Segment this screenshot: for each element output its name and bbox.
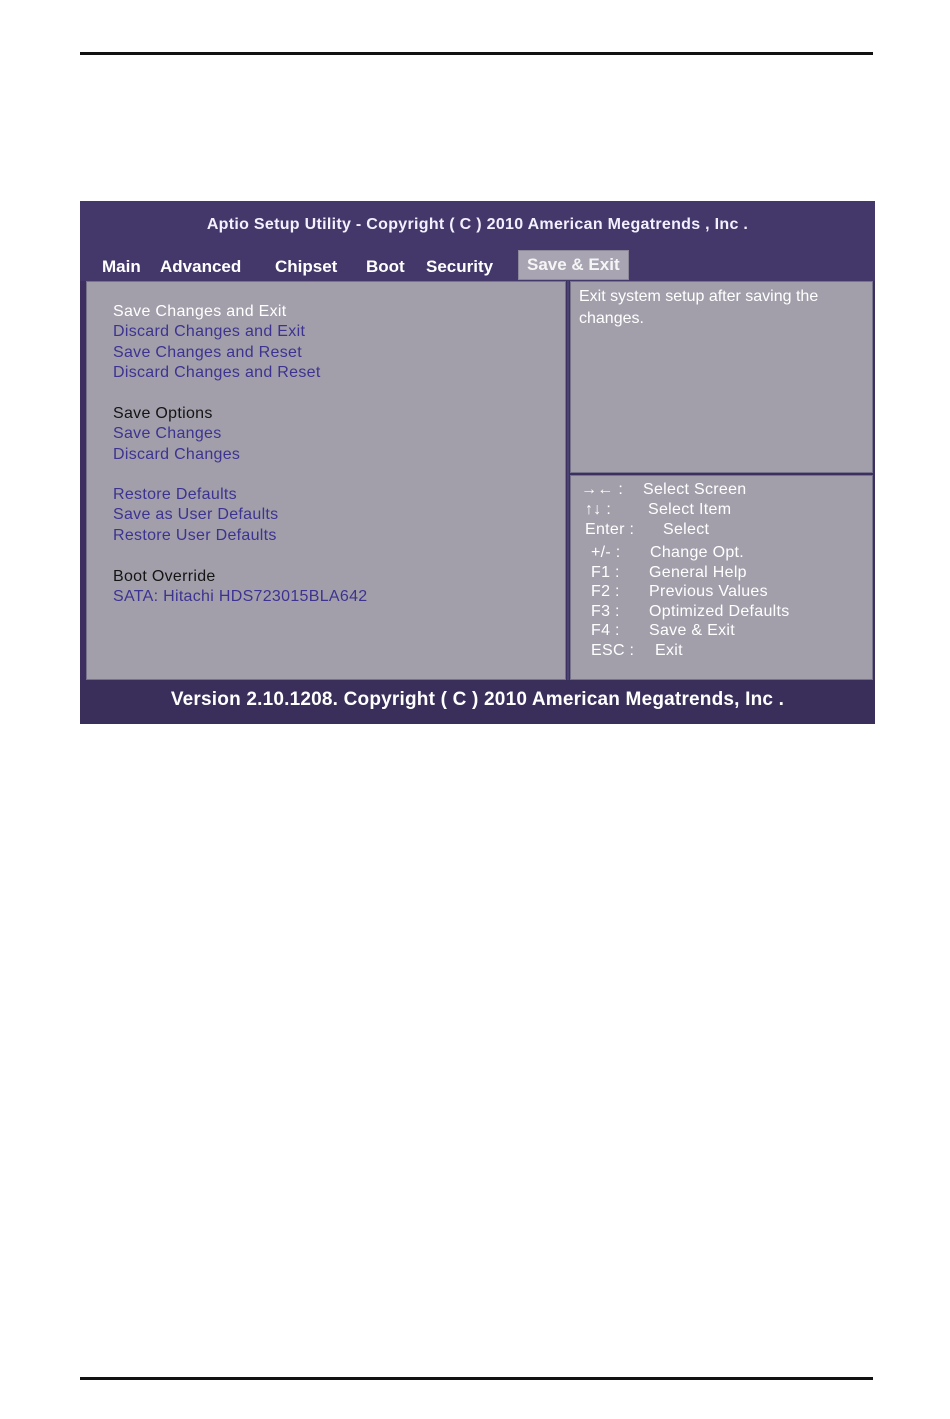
bios-footer [80,680,875,724]
discard-changes-item[interactable]: Discard Changes [113,446,241,463]
tab-security[interactable]: Security [426,257,494,276]
page-bottom-rule [80,1377,873,1380]
help-panel [570,281,873,473]
arrows-up-down-icon: ↑↓ : [585,501,612,518]
tab-save-and-exit[interactable]: Save & Exit [518,250,629,280]
save-options-heading: Save Options [113,405,213,422]
tab-main[interactable]: Main [102,257,141,276]
restore-defaults-item[interactable]: Restore Defaults [113,486,237,503]
save-changes-item[interactable]: Save Changes [113,425,222,442]
help-text: Exit system setup after saving the changes. [579,288,819,327]
save-changes-and-reset-item[interactable]: Save Changes and Reset [113,344,302,361]
save-as-user-defaults-item[interactable]: Save as User Defaults [113,506,279,523]
restore-user-defaults-item[interactable]: Restore User Defaults [113,527,277,544]
save-changes-and-exit-item[interactable]: Save Changes and Exit [113,303,287,320]
bios-title: Aptio Setup Utility - Copyright ( C ) 2010 American Megatrends , Inc . [206,216,749,233]
tab-chipset[interactable]: Chipset [275,257,338,276]
key-legend-panel: →← : Select Screen ↑↓ : Select Item Enter : Select +/- : Change Opt. F1 : General Help F2 : Previous Values F3 : Optimized Defaults F4 : Save & Exit ESC : Exit [570,475,873,680]
discard-changes-and-exit-item[interactable]: Discard Changes and Exit [113,323,306,340]
panel-divider [567,281,569,680]
version-text: Version 2.10.1208. Copyright ( C ) 2010 American Megatrends, Inc . [170,689,785,710]
tab-advanced[interactable]: Advanced [160,257,242,276]
bios-header [80,201,875,281]
boot-override-device-item[interactable]: SATA: Hitachi HDS723015BLA642 [113,588,368,605]
discard-changes-and-reset-item[interactable]: Discard Changes and Reset [113,364,321,381]
boot-override-heading: Boot Override [113,568,216,585]
page-top-rule [80,52,873,55]
bios-setup-window [80,201,875,724]
tab-boot[interactable]: Boot [366,257,405,276]
arrows-left-right-icon: →← : [581,481,624,498]
menu-panel [86,281,566,680]
